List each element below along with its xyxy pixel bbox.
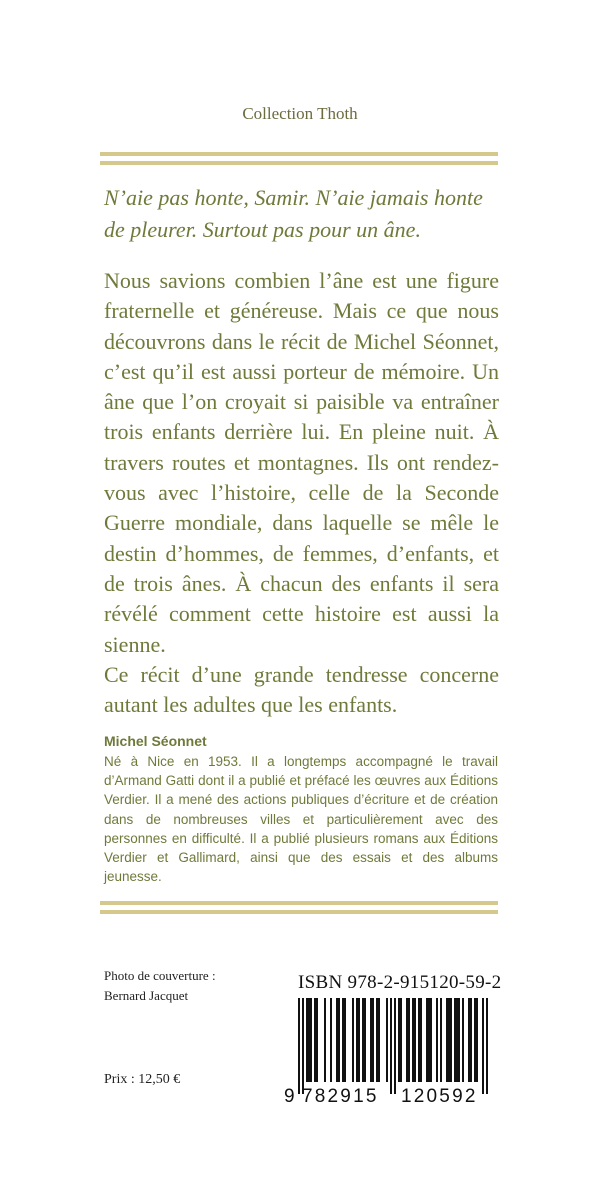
barcode-bar (310, 998, 312, 1082)
blurb-paragraph-1: Nous savions combien l’âne est une figure fraternelle et généreuse. Mais ce que nous découvrons dans le récit de Michel Séonnet, c’est qu’il est aussi porteur de mémoire. Un âne que l’on croyait si paisible va entraîner trois enfants derrière lui. En pleine nuit. À travers routes et montagnes. Ils ont rendez-vous avec l’histoire, celle de la Seconde Guerre mondiale, dans laquelle se mêle le destin d’hommes, de femmes, d’enfants, et de trois ânes. À chacun des enfants il sera révélé comment cette histoire est aussi la sienne. (104, 268, 499, 657)
barcode-bar (486, 998, 488, 1094)
barcode-bar (454, 998, 456, 1082)
barcode-bar (372, 998, 374, 1082)
bottom-rule-2 (100, 910, 498, 914)
barcode-bar (450, 998, 452, 1082)
quote-line-2: de pleurer. Surtout pas pour un âne. (104, 217, 421, 242)
isbn-text: ISBN 978-2-915120-59-2 (298, 972, 502, 993)
author-name: Michel Séonnet (104, 733, 207, 749)
barcode-bar (398, 998, 400, 1082)
barcode-bar (446, 998, 448, 1082)
barcode-lead-digit: 9 (284, 1086, 295, 1106)
author-bio: Né à Nice en 1953. Il a longtemps accompagné le travail d’Armand Gatti dont il a publié et préfacé les œuvres aux Éditions Verdier. Il a mené des actions publiques d’écriture et de création dans de nombreuses villes et particulièrement avec des personnes en difficulté. Il a publié plusieurs romans aux Éditions Verdier et Gallimard, ainsi que des essais et des albums jeunesse. (104, 754, 498, 885)
top-rule-1 (100, 152, 498, 156)
barcode-bar (418, 998, 420, 1082)
barcode (282, 998, 500, 1106)
epigraph-quote (104, 182, 504, 246)
barcode-bar (390, 998, 392, 1094)
barcode-bar (414, 998, 416, 1082)
barcode-bar (462, 998, 464, 1082)
barcode-bar (406, 998, 408, 1082)
barcode-bar (400, 998, 402, 1082)
barcode-bar (440, 998, 442, 1082)
barcode-bar (356, 998, 358, 1082)
barcode-bar (482, 998, 484, 1094)
top-rule-2 (100, 161, 498, 165)
barcode-bar (458, 998, 460, 1082)
barcode-bar (364, 998, 366, 1082)
barcode-bar (316, 998, 318, 1082)
barcode-bar (456, 998, 458, 1082)
photo-credit-label: Photo de couverture : (104, 968, 216, 983)
barcode-bar (420, 998, 422, 1082)
barcode-bar (428, 998, 430, 1082)
barcode-bar (476, 998, 478, 1082)
barcode-bar (470, 998, 472, 1082)
book-blurb (104, 266, 499, 720)
barcode-bar (306, 998, 308, 1082)
barcode-bar (330, 998, 332, 1082)
barcode-bar (338, 998, 340, 1082)
barcode-bar (308, 998, 310, 1082)
quote-line-1: N’aie pas honte, Samir. N’aie jamais honte (104, 185, 483, 210)
barcode-bar (412, 998, 414, 1082)
barcode-bar (474, 998, 476, 1082)
barcode-left-digits: 782915 (302, 1086, 379, 1106)
barcode-bar (408, 998, 410, 1082)
barcode-bar (344, 998, 346, 1082)
photo-credit (104, 966, 216, 1006)
barcode-bar (376, 998, 378, 1082)
barcode-bar (358, 998, 360, 1082)
blurb-paragraph-2: Ce récit d’une grande tendresse concerne autant les adultes que les enfants. (104, 661, 499, 718)
barcode-bar (436, 998, 438, 1082)
barcode-bar (430, 998, 432, 1082)
bottom-rule-1 (100, 901, 498, 905)
barcode-bar (352, 998, 354, 1082)
barcode-right-digits: 120592 (401, 1086, 478, 1106)
barcode-bar (314, 998, 316, 1082)
barcode-bar (426, 998, 428, 1082)
barcode-bar (342, 998, 344, 1082)
barcode-bar (468, 998, 470, 1082)
barcode-bar (336, 998, 338, 1082)
collection-name: Collection Thoth (242, 104, 358, 123)
barcode-bar (394, 998, 396, 1094)
barcode-bar (298, 998, 300, 1094)
barcode-bar (362, 998, 364, 1082)
barcode-bars (298, 998, 488, 1094)
price-label: Prix : 12,50 € (104, 1072, 181, 1087)
barcode-bar (378, 998, 380, 1082)
barcode-bar (302, 998, 304, 1094)
barcode-bar (370, 998, 372, 1082)
photo-credit-name: Bernard Jacquet (104, 988, 189, 1003)
barcode-bar (448, 998, 450, 1082)
barcode-bar (386, 998, 388, 1082)
barcode-bar (324, 998, 326, 1082)
